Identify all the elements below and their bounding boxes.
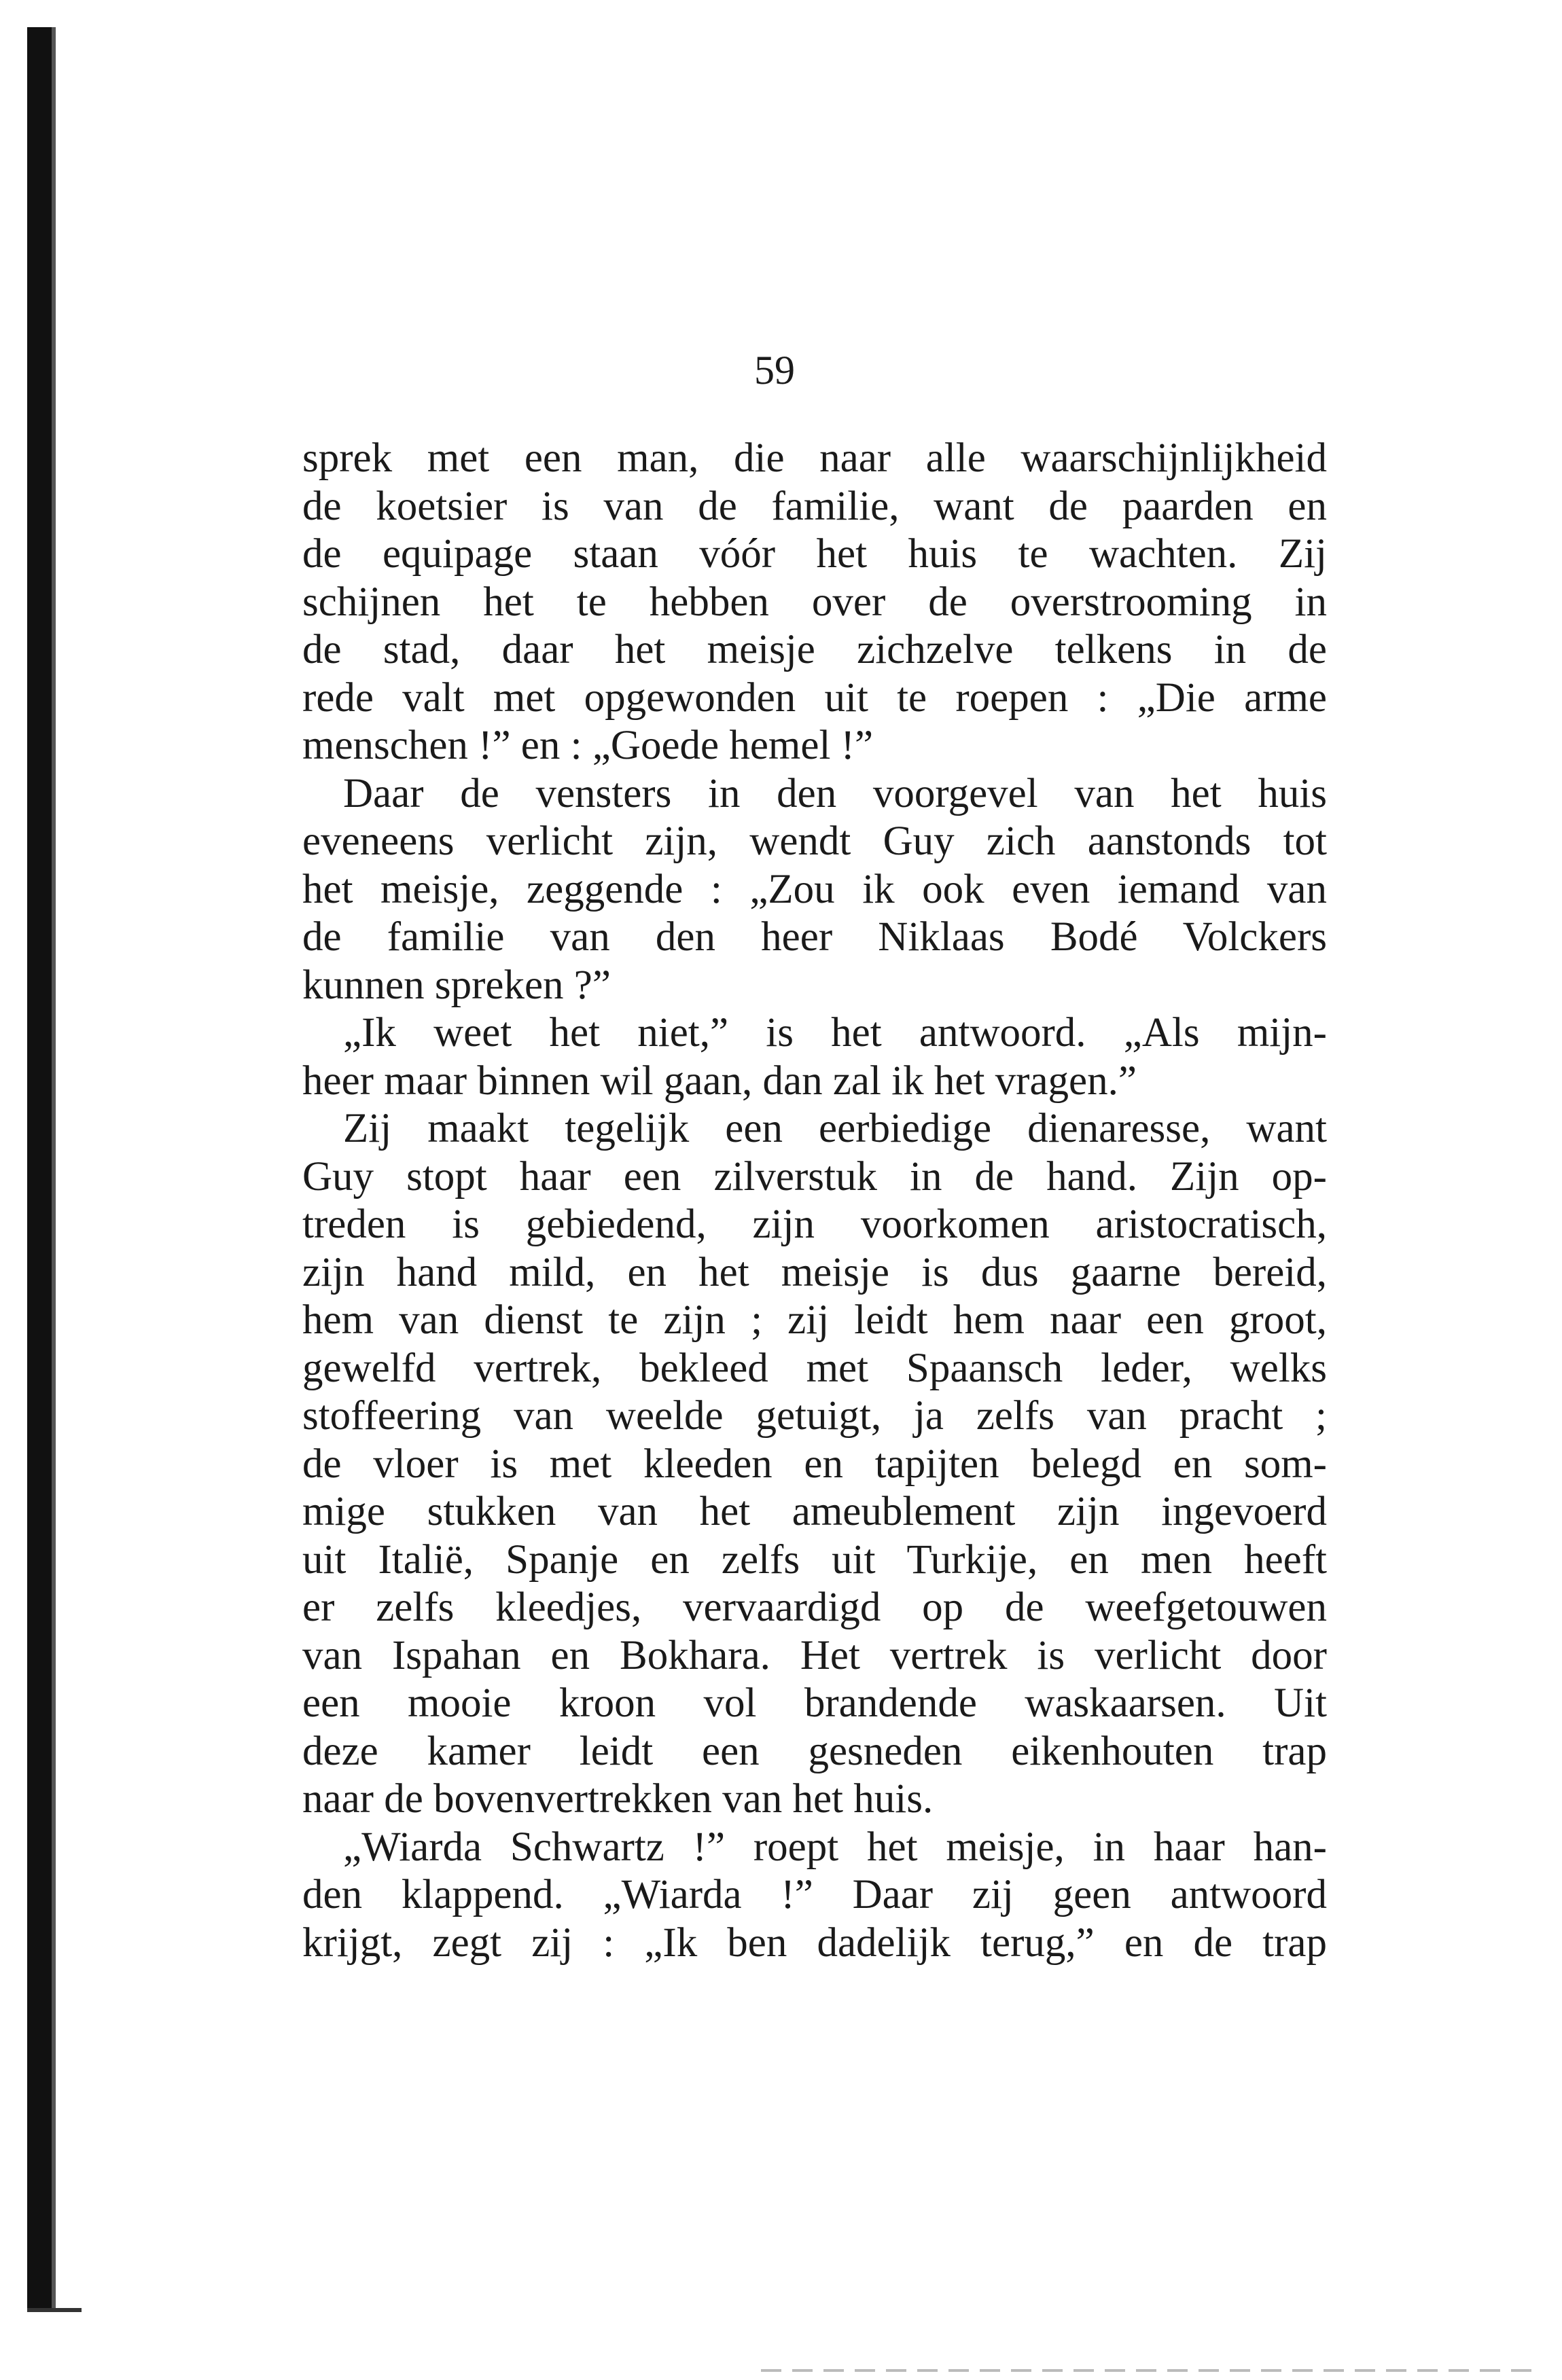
text-line: treden is gebiedend, zijn voorkomen aristocratisch,	[302, 1202, 1327, 1247]
book-spine-shadow	[27, 27, 52, 2309]
text-line: heer maar binnen wil gaan, dan zal ik het vragen.”	[302, 1058, 1137, 1104]
text-line: de stad, daar het meisje zichzelve telkens in de	[302, 627, 1327, 672]
text-line: gewelfd vertrek, bekleed met Spaansch leder, welks	[302, 1345, 1327, 1391]
text-line: mige stukken van het ameublement zijn ingevoerd	[302, 1489, 1327, 1534]
text-line: krijgt, zegt zij : „Ik ben dadelijk terug,” en de trap	[302, 1919, 1327, 1966]
text-line: de familie van den heer Niklaas Bodé Volckers	[302, 914, 1327, 960]
book-spine-edge	[52, 27, 56, 2309]
text-line: eveneens verlicht zijn, wendt Guy zich aanstonds tot	[302, 818, 1327, 864]
paragraph-3	[302, 1009, 1327, 1105]
paragraph-1	[302, 435, 1327, 770]
text-line: een mooie kroon vol brandende waskaarsen. Uit	[302, 1680, 1327, 1726]
text-line: Guy stopt haar een zilverstuk in de hand. Zijn op-	[302, 1153, 1327, 1200]
text-line: menschen !” en : „Goede hemel !”	[302, 723, 874, 768]
text-line: Daar de vensters in den voorgevel van het huis	[343, 770, 1327, 816]
text-line: zijn hand mild, en het meisje is dus gaarne bereid,	[302, 1249, 1327, 1295]
text-line: naar de bovenvertrekken van het huis.	[302, 1776, 934, 1822]
text-line: de koetsier is van de familie, want de paarden en	[302, 483, 1327, 529]
text-line: Zij maakt tegelijk een eerbiedige dienaresse, want	[343, 1106, 1327, 1151]
text-line: de equipage staan vóór het huis te wachten. Zij	[302, 531, 1327, 577]
paragraph-5	[302, 1824, 1327, 1968]
text-line: de vloer is met kleeden en tapijten belegd en som-	[302, 1441, 1327, 1487]
text-line: hem van dienst te zijn ; zij leidt hem naar een groot,	[302, 1297, 1327, 1343]
text-line: „Ik weet het niet,” is het antwoord. „Als mijn-	[343, 1010, 1327, 1056]
text-line: rede valt met opgewonden uit te roepen : „Die arme	[302, 674, 1327, 721]
book-spine-foot	[27, 2308, 82, 2312]
page-number: 59	[754, 348, 795, 393]
text-line: „Wiarda Schwartz !” roept het meisje, in haar han-	[343, 1824, 1327, 1870]
text-line: het meisje, zeggende : „Zou ik ook even iemand van	[302, 866, 1327, 912]
text-line: deze kamer leidt een gesneden eikenhouten trap	[302, 1728, 1327, 1774]
text-line: stoffeering van weelde getuigt, ja zelfs van pracht ;	[302, 1393, 1327, 1439]
text-line: den klappend. „Wiarda !” Daar zij geen antwoord	[302, 1872, 1327, 1917]
text-line: kunnen spreken ?”	[302, 962, 611, 1008]
text-line: er zelfs kleedjes, vervaardigd op de weefgetouwen	[302, 1585, 1327, 1630]
text-line: uit Italië, Spanje en zelfs uit Turkije, en men heeft	[302, 1536, 1327, 1583]
text-line: sprek met een man, die naar alle waarschijnlijkheid	[302, 435, 1327, 481]
body-text	[302, 435, 1327, 1967]
text-line: schijnen het te hebben over de overstrooming in	[302, 579, 1327, 625]
paragraph-2	[302, 770, 1327, 1010]
paragraph-4	[302, 1105, 1327, 1824]
scan-bottom-edge	[761, 2369, 1536, 2372]
text-line: van Ispahan en Bokhara. Het vertrek is verlicht door	[302, 1632, 1327, 1678]
